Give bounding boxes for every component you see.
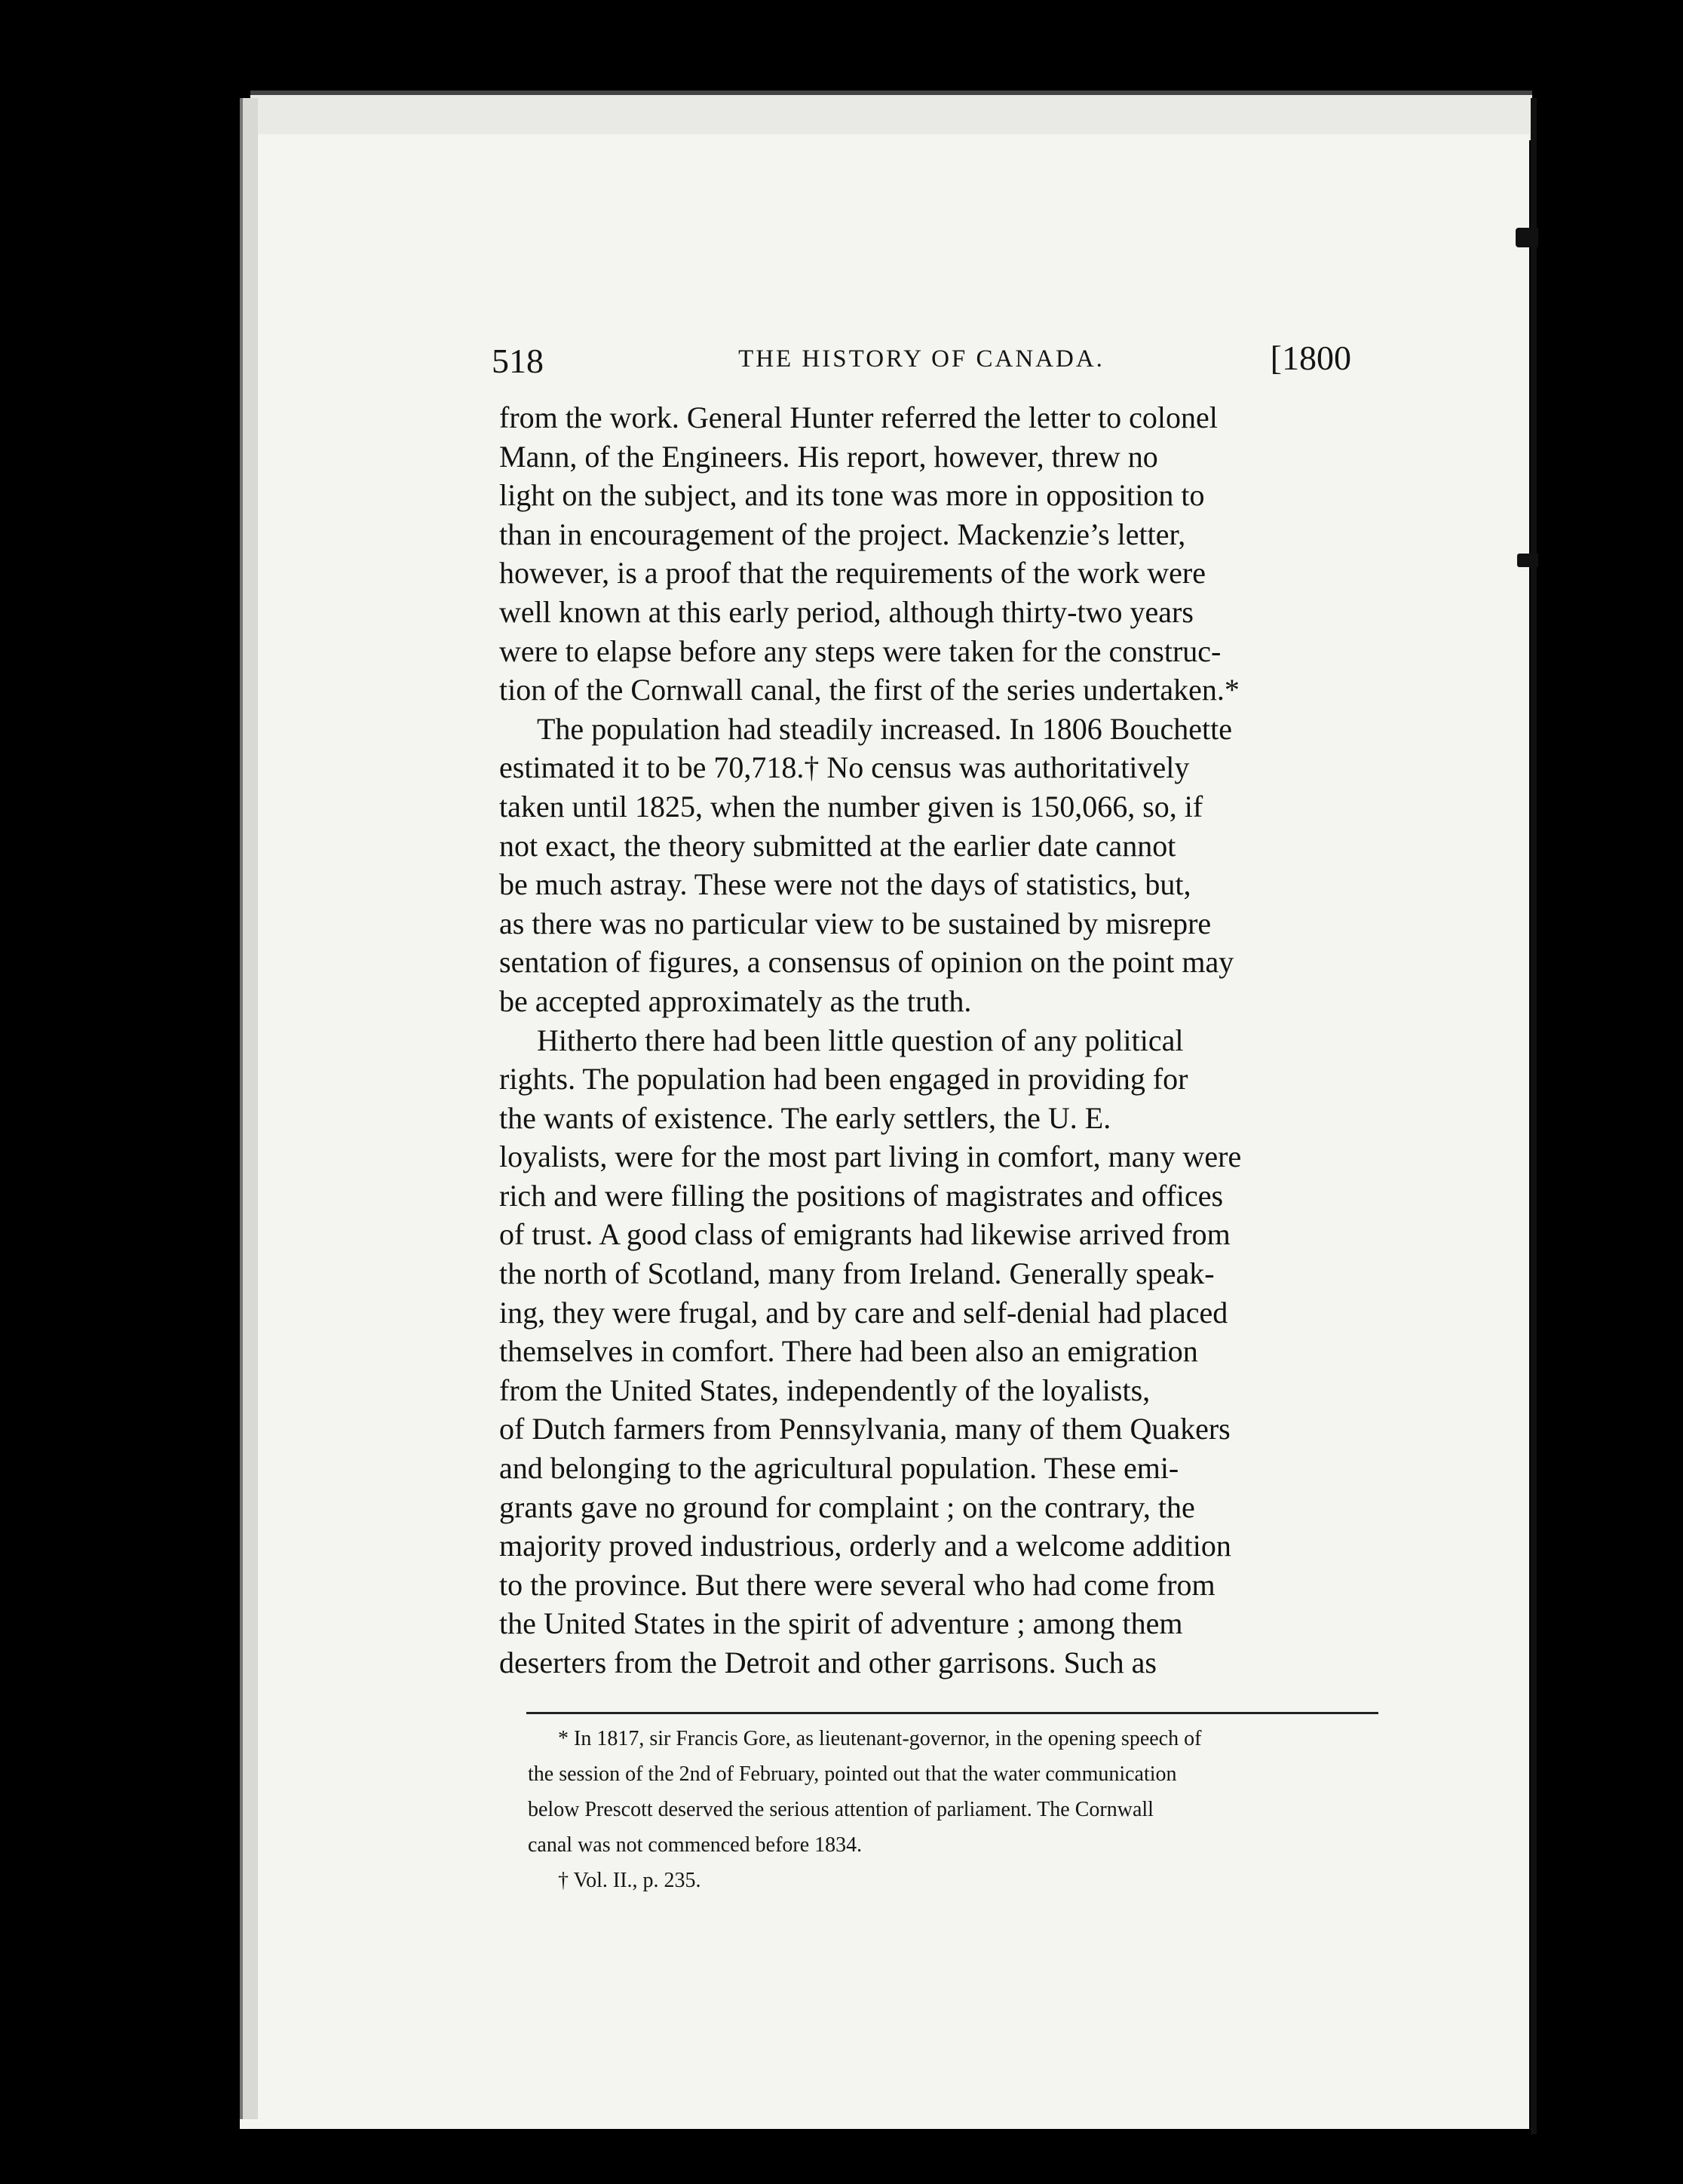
text-line: be much astray. These were not the days of statistics, but, xyxy=(499,867,1191,902)
footnote-2 xyxy=(528,1863,1378,1898)
text-line: than in encouragement of the project. Mackenzie’s letter, xyxy=(499,517,1186,551)
text-line: themselves in comfort. There had been also an emigration xyxy=(499,1334,1198,1369)
page-number: 518 xyxy=(492,342,544,380)
text-line: sentation of figures, a consensus of opinion on the point may xyxy=(499,945,1234,980)
text-line: The population had steadily increased. In 1806 Bouchette xyxy=(537,711,1232,746)
facing-page-shadow xyxy=(1538,98,1683,2184)
footnote-1 xyxy=(528,1721,1378,1863)
running-year: [1800 xyxy=(1270,339,1351,377)
text-line: rich and were filling the positions of magistrates and offices xyxy=(499,1178,1224,1213)
text-line: the north of Scotland, many from Ireland. Generally speak- xyxy=(499,1256,1215,1291)
text-line: estimated it to be 70,718.† No census was authoritatively xyxy=(499,750,1190,785)
footnote-line: † Vol. II., p. 235. xyxy=(558,1869,701,1892)
text-line: well known at this early period, although thirty-two years xyxy=(499,594,1194,629)
text-line: the United States in the spirit of adventure ; among them xyxy=(499,1606,1183,1641)
footnote-line: below Prescott deserved the serious attention of parliament. The Cornwall xyxy=(528,1798,1154,1821)
text-line: Hitherto there had been little question of any political xyxy=(537,1023,1184,1057)
footnotes xyxy=(528,1721,1378,1898)
footnote-line: canal was not commenced before 1834. xyxy=(528,1833,863,1857)
text-line: rights. The population had been engaged in providing for xyxy=(499,1062,1188,1097)
text-line: taken until 1825, when the number given is 150,066, so, if xyxy=(499,789,1203,824)
page-left-edge xyxy=(240,98,258,2119)
text-line: from the work. General Hunter referred the letter to colonel xyxy=(499,400,1218,434)
text-line: to the province. But there were several who had come from xyxy=(499,1567,1216,1602)
text-line: from the United States, independently of the loyalists, xyxy=(499,1373,1151,1407)
footnote-rule xyxy=(526,1712,1378,1714)
text-line: however, is a proof that the requirements of the work were xyxy=(499,556,1206,590)
text-line: Mann, of the Engineers. His report, however, threw no xyxy=(499,439,1158,474)
body-text xyxy=(499,398,1347,1682)
text-line: were to elapse before any steps were taken for the construc- xyxy=(499,633,1222,668)
text-line: tion of the Cornwall canal, the first of the series undertaken.* xyxy=(499,673,1240,707)
text-line: not exact, the theory submitted at the earlier date cannot xyxy=(499,828,1176,863)
paragraph-1 xyxy=(499,398,1347,710)
text-line: the wants of existence. The early settlers, the U. E. xyxy=(499,1100,1111,1135)
paragraph-3 xyxy=(499,1021,1347,1682)
text-line: as there was no particular view to be sustained by misrepre xyxy=(499,906,1212,940)
book-gutter xyxy=(1531,98,1537,2134)
running-title: THE HISTORY OF CANADA. xyxy=(738,345,1105,373)
text-line: grants gave no ground for complaint ; on the contrary, the xyxy=(499,1489,1195,1524)
paragraph-2 xyxy=(499,710,1347,1021)
text-line: majority proved industrious, orderly and a welcome addition xyxy=(499,1529,1231,1563)
text-line: ing, they were frugal, and by care and self-denial had placed xyxy=(499,1295,1228,1330)
running-head xyxy=(492,333,1351,386)
footnote-line: * In 1817, sir Francis Gore, as lieutenant-governor, in the opening speech of xyxy=(558,1727,1202,1750)
text-line: loyalists, were for the most part living in comfort, many were xyxy=(499,1140,1242,1174)
text-line: light on the subject, and its tone was more in opposition to xyxy=(499,478,1205,513)
footnote-line: the session of the 2nd of February, pointed out that the water communication xyxy=(528,1762,1177,1786)
text-line: of trust. A good class of emigrants had likewise arrived from xyxy=(499,1217,1231,1252)
page-top-edge xyxy=(250,90,1532,140)
text-line: deserters from the Detroit and other garrisons. Such as xyxy=(499,1646,1157,1679)
text-line: and belonging to the agricultural population. These emi- xyxy=(499,1451,1179,1486)
text-line: of Dutch farmers from Pennsylvania, many of them Quakers xyxy=(499,1412,1231,1446)
text-line: be accepted approximately as the truth. xyxy=(499,983,972,1018)
